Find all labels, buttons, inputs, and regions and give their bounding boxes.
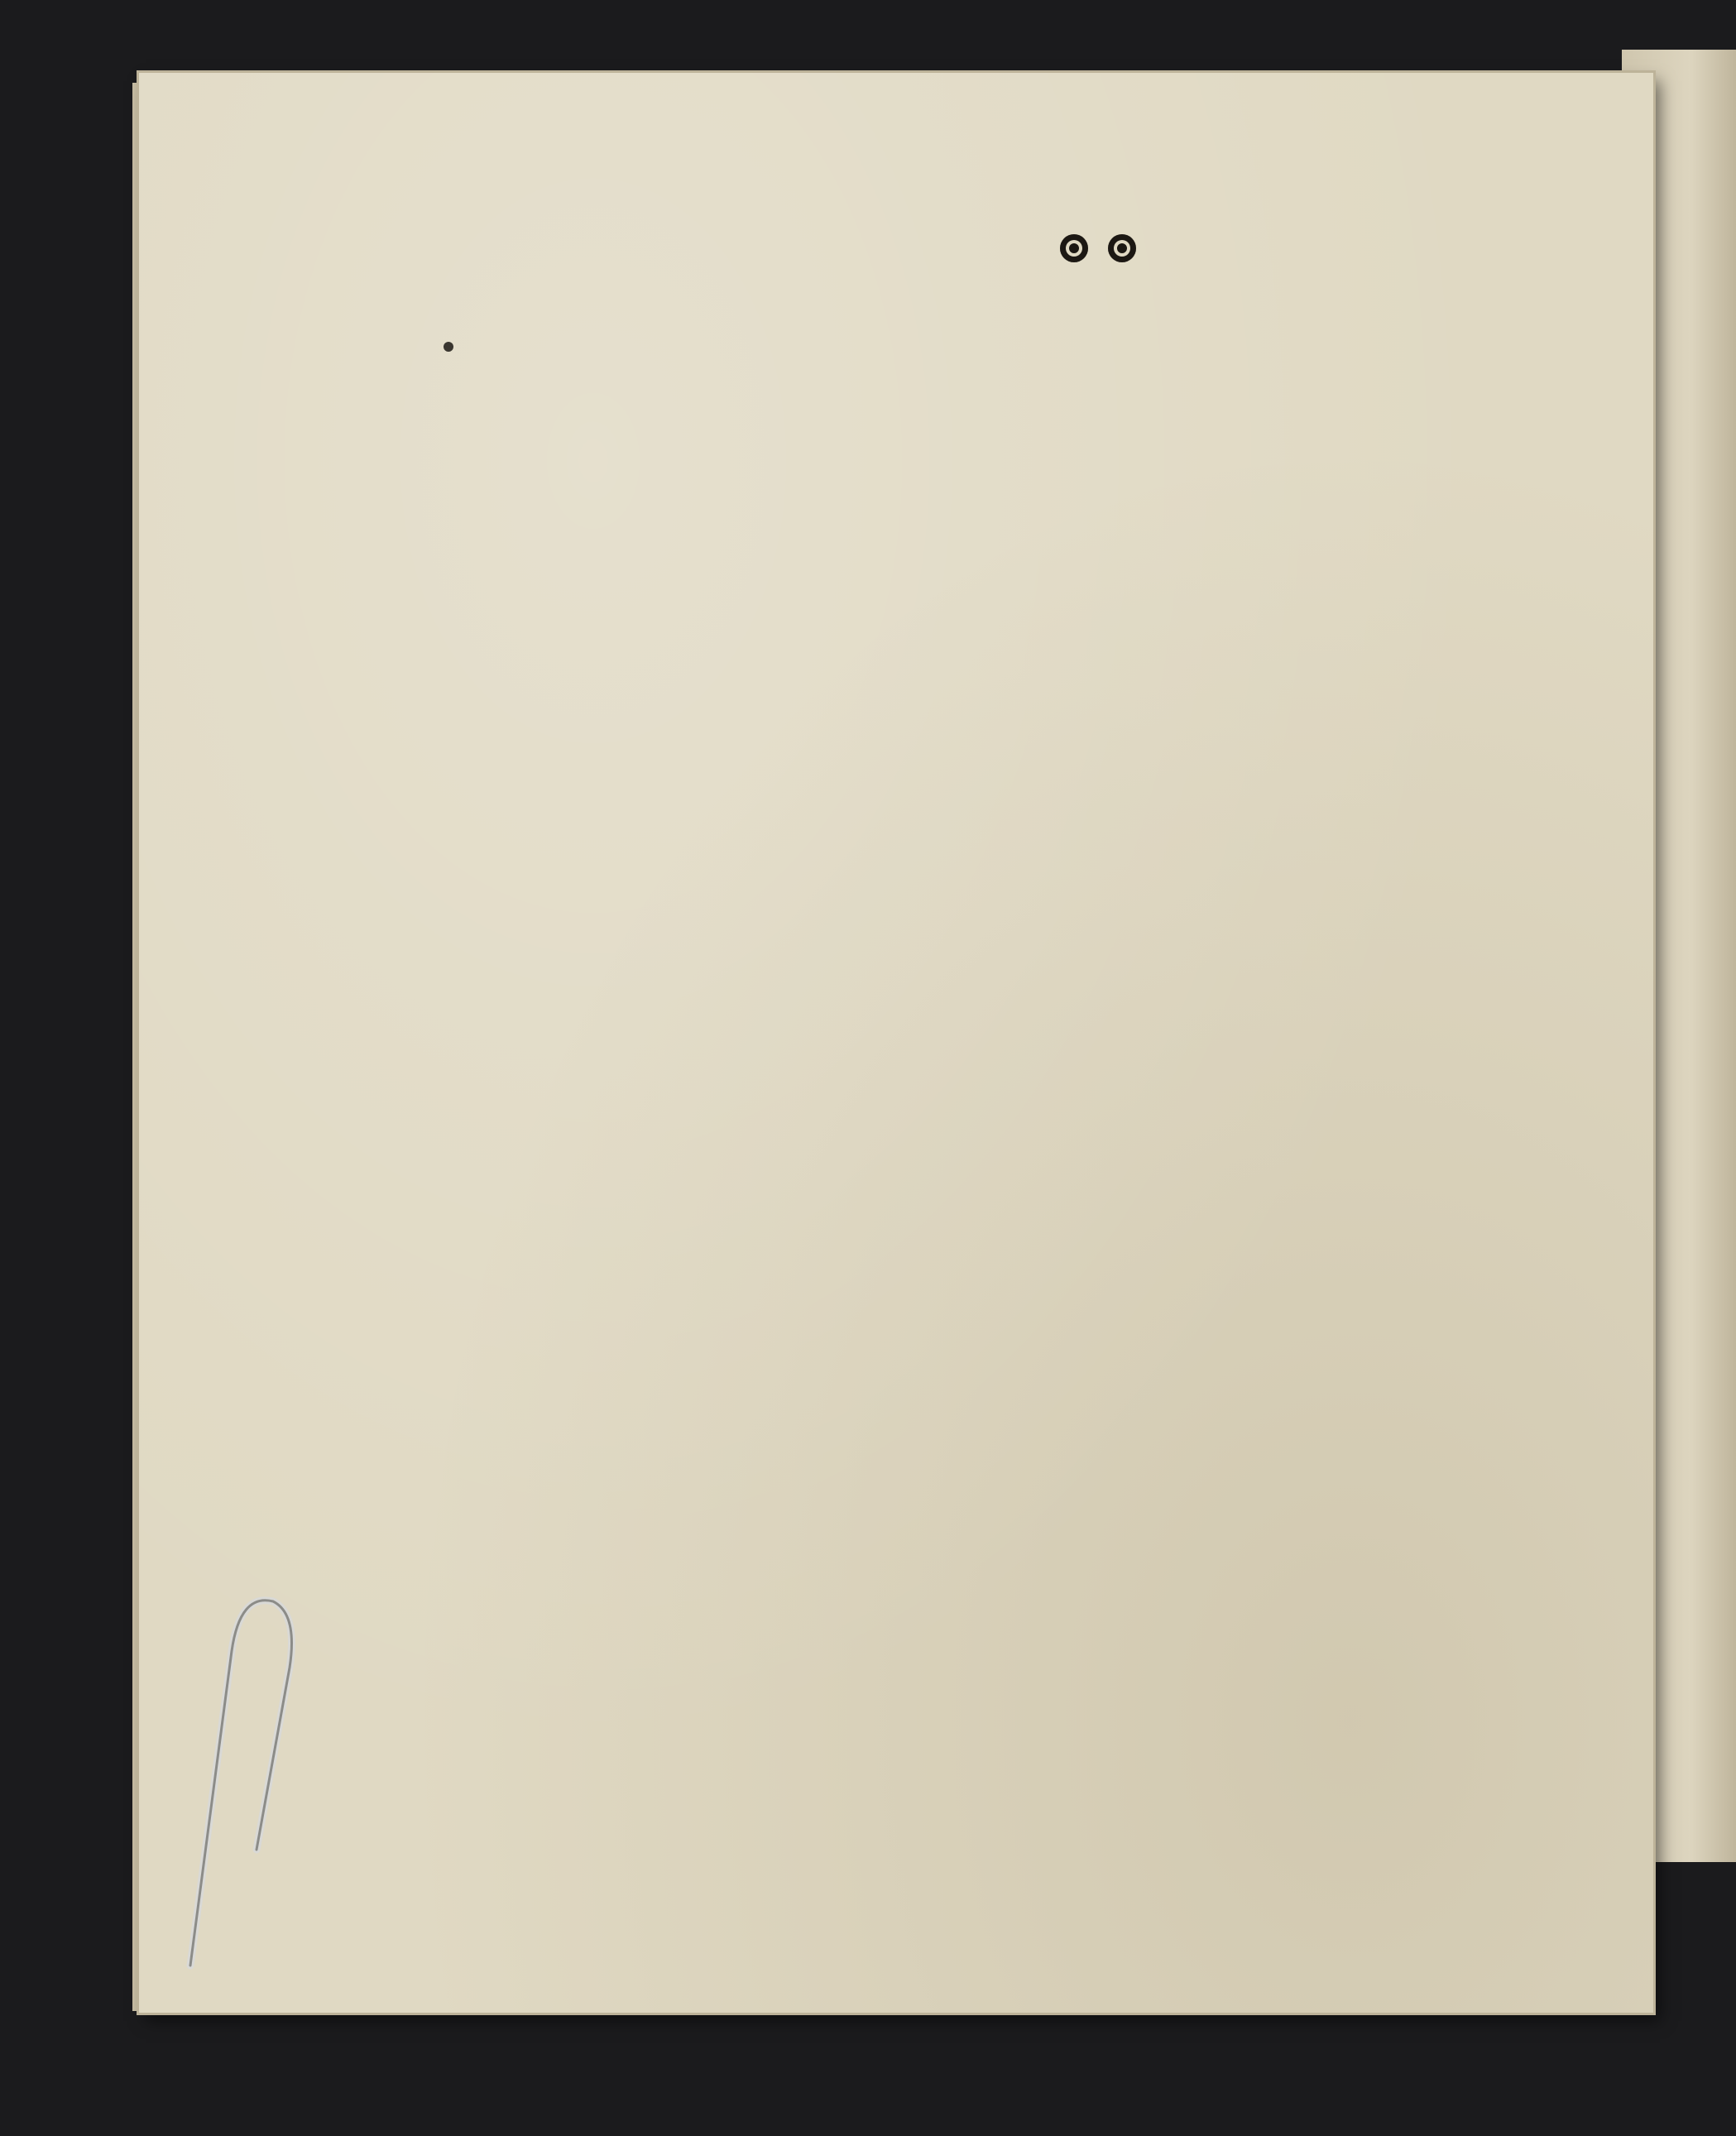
- page-text: [631, 219, 1566, 325]
- section-heading: [631, 271, 1566, 325]
- book-page: [139, 73, 1653, 2013]
- page-header: [631, 219, 1566, 271]
- ornament-icon: [1060, 234, 1088, 262]
- margin-mark: [444, 342, 453, 352]
- ornament-icon: [1108, 234, 1136, 262]
- paper-clip: [174, 1577, 298, 1982]
